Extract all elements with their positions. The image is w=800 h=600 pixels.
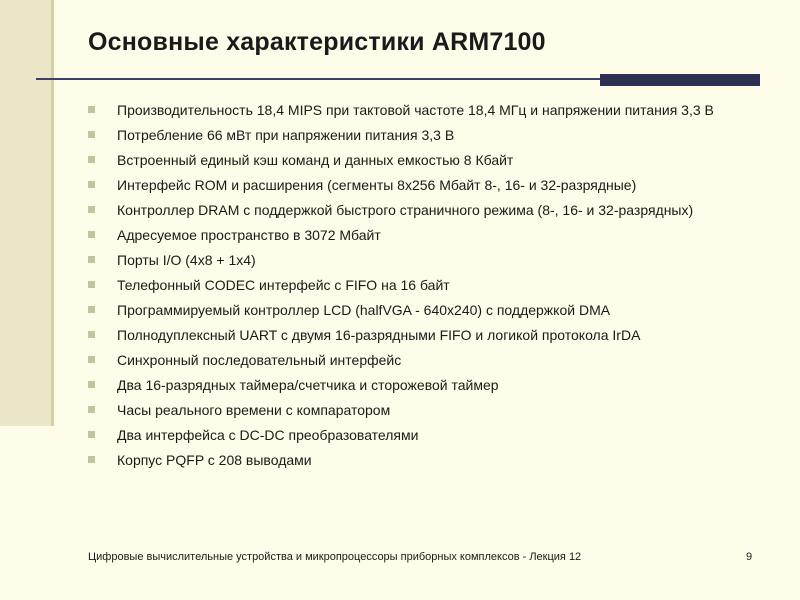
list-item-text: Потребление 66 мВт при напряжении питания 3,3 В bbox=[117, 127, 455, 143]
slide-title: Основные характеристики ARM7100 bbox=[88, 28, 546, 56]
left-decorative-bar bbox=[0, 0, 54, 426]
list-item-text: Телефонный CODEC интерфейс с FIFO на 16 байт bbox=[117, 277, 450, 293]
bullet-list bbox=[88, 101, 748, 476]
slide-footer: Цифровые вычислительные устройства и микропроцессоры приборных комплексов - Лекция 12 bbox=[88, 551, 582, 563]
list-item-text: Адресуемое пространство в 3072 Мбайт bbox=[117, 227, 381, 243]
bullet-square-icon bbox=[88, 181, 95, 188]
list-item bbox=[88, 251, 748, 269]
bullet-square-icon bbox=[88, 231, 95, 238]
list-item bbox=[88, 101, 748, 119]
list-item-text: Корпус PQFP с 208 выводами bbox=[117, 452, 312, 468]
bullet-square-icon bbox=[88, 281, 95, 288]
list-item-text: Производительность 18,4 MIPS при тактовой частоте 18,4 МГц и напряжении питания 3,3 В bbox=[117, 102, 714, 118]
bullet-square-icon bbox=[88, 156, 95, 163]
bullet-square-icon bbox=[88, 456, 95, 463]
left-bar-edge bbox=[51, 0, 54, 426]
list-item bbox=[88, 426, 748, 444]
list-item bbox=[88, 201, 748, 219]
bullet-square-icon bbox=[88, 431, 95, 438]
page-number: 9 bbox=[746, 551, 753, 563]
bullet-square-icon bbox=[88, 381, 95, 388]
list-item bbox=[88, 351, 748, 369]
list-item-text: Полнодуплексный UART с двумя 16-разрядными FIFO и логикой протокола IrDA bbox=[117, 327, 641, 343]
list-item-text: Часы реального времени с компаратором bbox=[117, 402, 391, 418]
list-item bbox=[88, 326, 748, 344]
bullet-square-icon bbox=[88, 306, 95, 313]
list-item bbox=[88, 126, 748, 144]
list-item-text: Программируемый контроллер LCD (halfVGA - 640x240) с поддержкой DMA bbox=[117, 302, 611, 318]
list-item-text: Два интерфейса с DC-DC преобразователями bbox=[117, 427, 419, 443]
list-item-text: Синхронный последовательный интерфейс bbox=[117, 352, 402, 368]
list-item bbox=[88, 226, 748, 244]
bullet-square-icon bbox=[88, 206, 95, 213]
list-item-text: Интерфейс ROM и расширения (сегменты 8x256 Мбайт 8-, 16- и 32-разрядные) bbox=[117, 177, 637, 193]
list-item bbox=[88, 151, 748, 169]
list-item bbox=[88, 176, 748, 194]
list-item-text: Встроенный единый кэш команд и данных емкостью 8 Кбайт bbox=[117, 152, 514, 168]
bullet-square-icon bbox=[88, 106, 95, 113]
list-item-text: Контроллер DRAM с поддержкой быстрого страничного режима (8-, 16- и 32-разрядных) bbox=[117, 202, 694, 218]
bullet-square-icon bbox=[88, 131, 95, 138]
bullet-square-icon bbox=[88, 331, 95, 338]
list-item bbox=[88, 451, 748, 469]
bullet-square-icon bbox=[88, 256, 95, 263]
list-item bbox=[88, 301, 748, 319]
title-rule-accent bbox=[600, 74, 760, 86]
list-item bbox=[88, 376, 748, 394]
bullet-square-icon bbox=[88, 356, 95, 363]
list-item bbox=[88, 401, 748, 419]
list-item-text: Два 16-разрядных таймера/счетчика и сторожевой таймер bbox=[117, 377, 499, 393]
bullet-square-icon bbox=[88, 406, 95, 413]
list-item bbox=[88, 276, 748, 294]
list-item-text: Порты I/O (4x8 + 1x4) bbox=[117, 252, 256, 268]
